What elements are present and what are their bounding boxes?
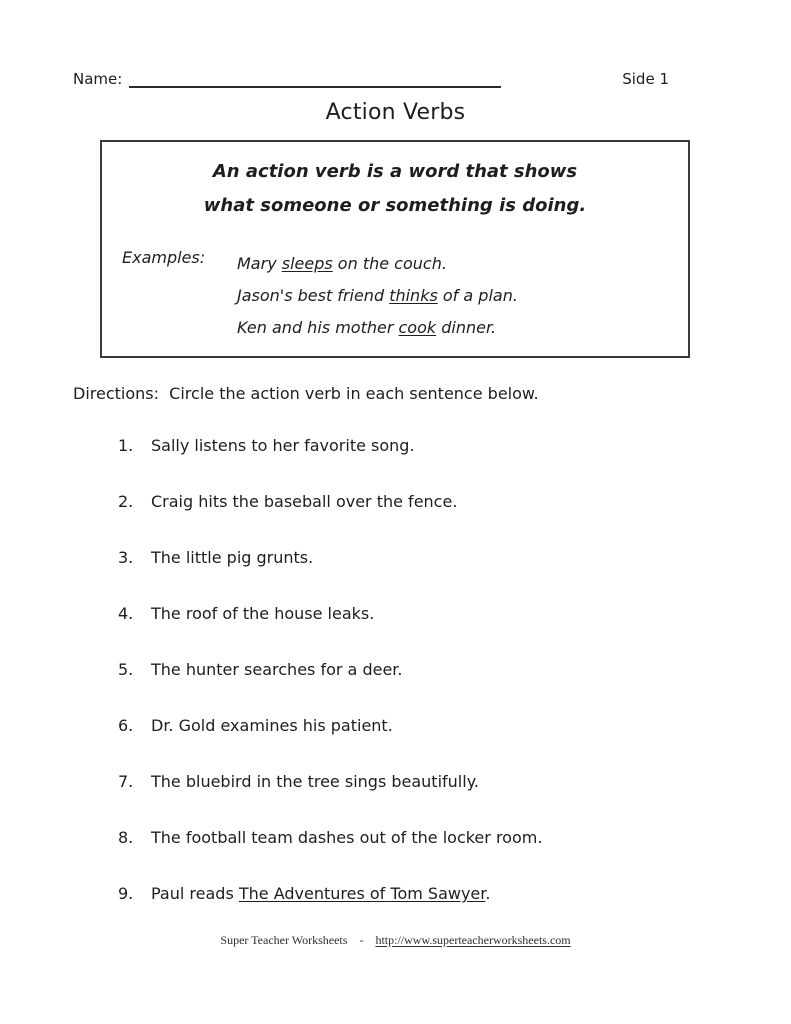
question-text — [151, 492, 457, 512]
question-text-part: . — [485, 884, 491, 903]
example-verb-underlined: thinks — [389, 286, 438, 305]
question-item — [118, 884, 718, 904]
question-text-part: The little pig grunts. — [151, 548, 314, 567]
question-number: 7. — [118, 772, 134, 791]
question-text-part: Sally listens to her favorite song. — [151, 436, 415, 455]
question-underlined-part: The Adventures of Tom Sawyer — [238, 884, 486, 903]
question-text — [151, 548, 313, 568]
question-item — [118, 828, 718, 848]
question-text-part: Craig hits the baseball over the fence. — [151, 492, 458, 511]
question-text-part: The football team dashes out of the locker room. — [151, 828, 543, 847]
question-number: 4. — [118, 604, 134, 623]
question-item — [118, 436, 718, 456]
question-number: 5. — [118, 660, 134, 679]
question-text — [151, 716, 393, 736]
name-blank-line — [129, 71, 501, 88]
question-text — [151, 884, 490, 904]
question-text-part: The bluebird in the tree sings beautifully. — [151, 772, 479, 791]
question-item — [118, 660, 718, 680]
question-text-part: The hunter searches for a deer. — [151, 660, 403, 679]
definition-text — [102, 155, 688, 223]
question-number: 3. — [118, 548, 134, 567]
examples-section — [102, 248, 688, 344]
example-verb-underlined: sleeps — [281, 254, 333, 273]
footer-brand: Super Teacher Worksheets — [220, 933, 348, 947]
question-item — [118, 716, 718, 736]
question-text — [151, 828, 542, 848]
question-number: 2. — [118, 492, 134, 511]
page-title: Action Verbs — [325, 100, 466, 125]
question-item — [118, 548, 718, 568]
example-sentence — [237, 280, 518, 312]
question-text-part: The roof of the house leaks. — [151, 604, 375, 623]
definition-line-2: what someone or something is doing. — [203, 195, 587, 216]
directions-text: Directions: Circle the action verb in each sentence below. — [73, 384, 539, 403]
footer-separator: - — [359, 933, 364, 947]
question-item — [118, 772, 718, 792]
examples-label: Examples: — [122, 248, 206, 267]
example-text: dinner. — [436, 318, 497, 337]
question-text — [151, 772, 479, 792]
footer-url-link[interactable]: http://www.superteacherworksheets.com — [375, 933, 571, 947]
example-text: on the couch. — [332, 254, 447, 273]
example-text: Mary — [237, 254, 282, 273]
example-sentence — [237, 312, 518, 344]
question-item — [118, 492, 718, 512]
question-text — [151, 660, 402, 680]
question-number: 9. — [118, 884, 134, 903]
question-number: 6. — [118, 716, 134, 735]
side-label: Side 1 — [622, 70, 669, 88]
example-sentence — [237, 248, 518, 280]
question-list — [118, 436, 718, 940]
examples-list — [237, 248, 518, 344]
question-number: 1. — [118, 436, 134, 455]
question-text — [151, 604, 374, 624]
definition-box — [100, 140, 690, 358]
definition-line-1: An action verb is a word that shows — [212, 161, 578, 182]
name-label: Name: — [73, 70, 123, 88]
example-text: Ken and his mother — [237, 318, 399, 337]
question-number: 8. — [118, 828, 134, 847]
question-text-part: Paul reads — [151, 884, 239, 903]
example-text: of a plan. — [437, 286, 518, 305]
footer — [0, 933, 791, 948]
header-row — [73, 70, 669, 88]
question-text — [151, 436, 415, 456]
question-item — [118, 604, 718, 624]
example-text: Jason's best friend — [237, 286, 390, 305]
question-text-part: Dr. Gold examines his patient. — [151, 716, 393, 735]
example-verb-underlined: cook — [398, 318, 437, 337]
